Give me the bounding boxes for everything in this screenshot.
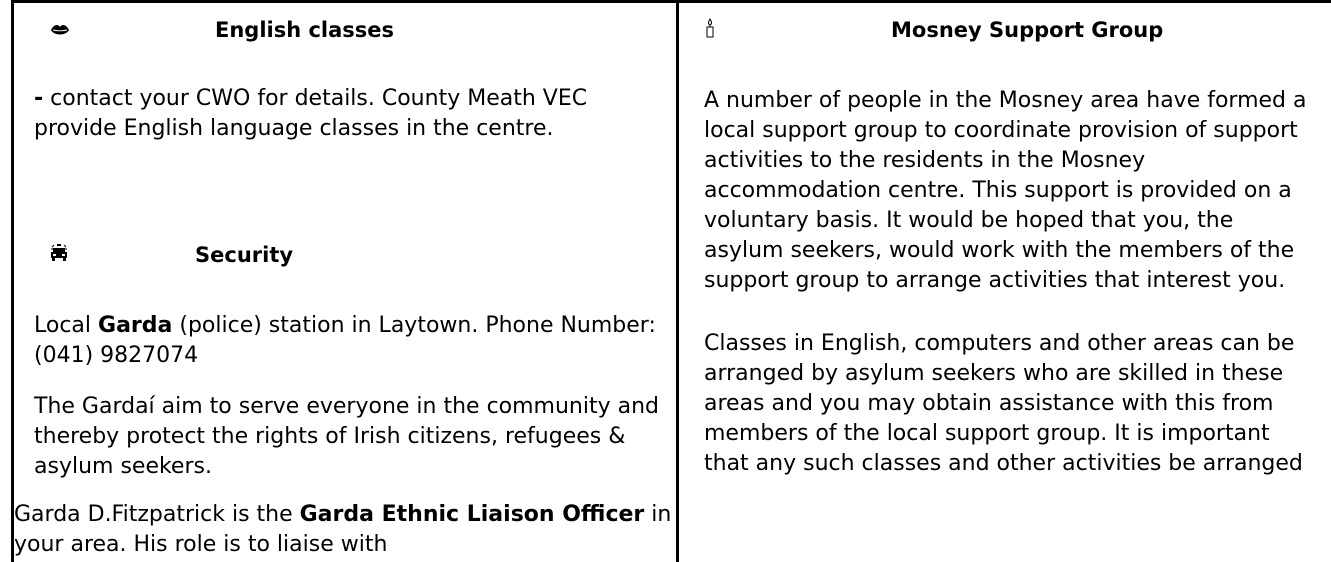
- left-column: [14, 0, 676, 562]
- english-classes-title: English classes: [215, 18, 395, 42]
- liaison-officer-text: Garda D.Fitzpatrick is the Garda Ethnic Liaison Officer in your area. His role is to liaise with: [14, 502, 672, 557]
- english-classes-body: [34, 84, 664, 144]
- english-classes-dash: -: [34, 86, 44, 111]
- support-group-heading: [704, 14, 1163, 46]
- gardai-aim-text: The Gardaí aim to serve everyone in the community and thereby protect the rights of Irish citizens, refugees & asylum seekers.: [34, 394, 660, 479]
- support-group-title: Mosney Support Group: [891, 18, 1164, 42]
- security-heading: [50, 239, 293, 271]
- support-group-intro: A number of people in the Mosney area have formed a local support group to coordinate provision of support activities to the residents in the Mosney accommodation centre. This support is provided on a voluntary basis. It would be hoped that you, the asylum seekers, would work with the members of the support group to arrange activities that interest you.: [704, 88, 1307, 293]
- english-classes-text: contact your CWO for details. County Meath VEC provide English language classes in the centre.: [34, 86, 588, 141]
- support-group-classes: Classes in English, computers and other areas can be arranged by asylum seekers who are skilled in these areas and you may obtain assistance with this from members of the local support group. It is important that any such classes and other activities be arranged: [704, 331, 1303, 476]
- liaison-officer-title: Garda Ethnic Liaison Officer: [299, 502, 645, 527]
- security-title: Security: [195, 243, 294, 267]
- police-car-icon: [50, 243, 68, 267]
- candle-icon: [704, 18, 716, 43]
- lips-icon: [50, 18, 70, 42]
- english-classes-heading: [50, 14, 394, 46]
- garda-word: Garda: [98, 313, 173, 338]
- garda-station-text: Local Garda (police) station in Laytown. Phone Number: (041) 9827074: [34, 313, 656, 368]
- right-column: [679, 0, 1331, 562]
